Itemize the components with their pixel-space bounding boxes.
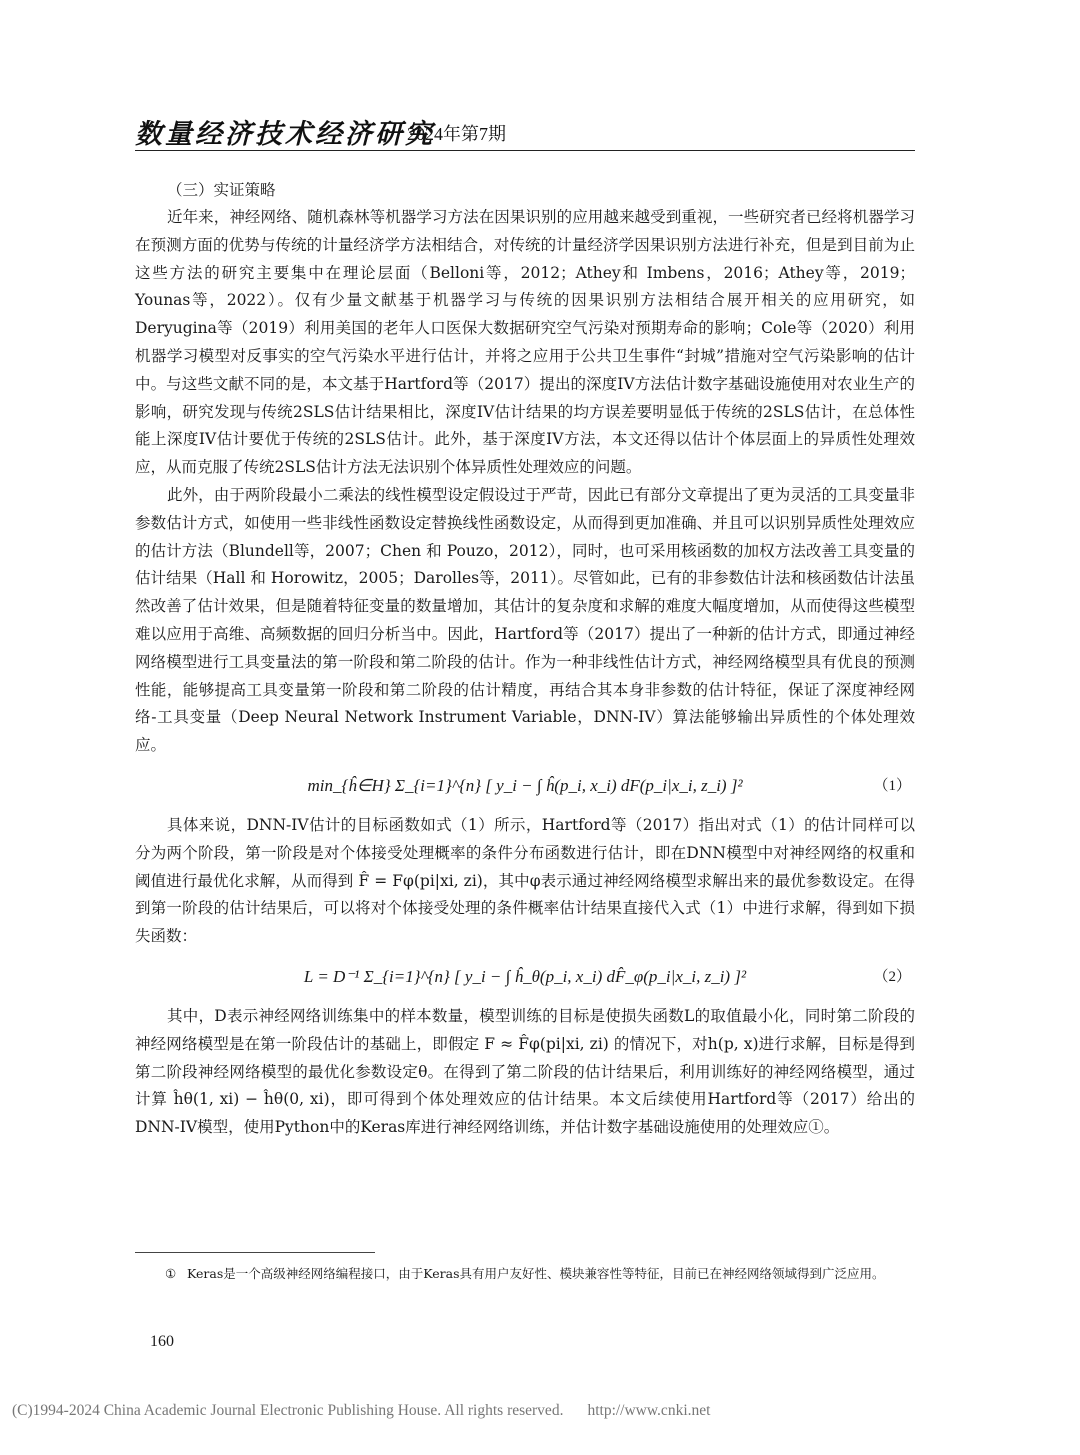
paragraph-2: 此外，由于两阶段最小二乘法的线性模型设定假设过于严苛，因此已有部分文章提出了更为灵活的工具变量非参数估计方式，如使用一些非线性函数设定替换线性函数设定，从而得到更加准确、并且可以识别异质性处理效应的估计方法（Blundell等，2007；Chen 和 Pouzo，2012），同时，也可采用核函数的加权方法改善工具变量的估计结果（Hall 和 Horowitz，2005；Darolles等，2011）。尽管如此，已有的非参数估计法和核函数估计法虽然改善了估计效果，但是随着特征变量的数量增加，其估计的复杂度和求解的难度大幅度增加，从而使得这些模型难以应用于高维、高频数据的回归分析当中。因此，Hartford等（2017）提出了一种新的估计方式，即通过神经网络模型进行工具变量法的第一阶段和第二阶段的估计。作为一种非线性估计方式，神经网络模型具有优良的预测性能，能够提高工具变量第一阶段和第二阶段的估计精度，再结合其本身非参数的估计特征，保证了深度神经网络-工具变量（Deep Neural Network Instrument Variable，DNN-IV）算法能够输出异质性的个体处理效应。 [135,485,915,755]
equation-2-expr: L = D⁻¹ Σ_{i=1}^{n} [ y_i − ∫ ĥ_θ(p_i, x_i) dF̂_φ(p_i|x_i, z_i) ]² [303,966,747,986]
paragraph-1: 近年来，神经网络、随机森林等机器学习方法在因果识别的应用越来越受到重视，一些研究者已经将机器学习在预测方面的优势与传统的计量经济学方法相结合，对传统的计量经济学因果识别方法进行补充，但是到目前为止这些方法的研究主要集中在理论层面（Belloni等，2012；Athey和 Imbens，2016；Athey等，2019；Younas等，2022）。仅有少量文献基于机器学习与传统的因果识别方法相结合展开相关的应用研究，如Deryugina等（2019）利用美国的老年人口医保大数据研究空气污染对预期寿命的影响；Cole等（2020）利用机器学习模型对反事实的空气污染水平进行估计，并将之应用于公共卫生事件“封城”措施对空气污染影响的估计中。与这些文献不同的是，本文基于Hartford等（2017）提出的深度IV方法估计数字基础设施使用对农业生产的影响，研究发现与传统2SLS估计结果相比，深度IV估计结果的均方误差要明显低于传统的2SLS估计，在总体性能上深度IV估计要优于传统的2SLS估计。此外，基于深度IV方法，本文还得以估计个体层面上的异质性处理效应，从而克服了传统2SLS估计方法无法识别个体异质性处理效应的问题。 [135,208,915,477]
footnote-rule [135,1252,375,1253]
paragraph-4: 其中，D表示神经网络训练集中的样本数量，模型训练的目标是使损失函数L的取值最小化，同时第二阶段的神经网络模型是在第一阶段估计的基础上，即假定 F ≈ F̂φ(pi|xi, zi) 的情况下，对h(p, x)进行求解，目标是得到第二阶段神经网络模型的最优化参数设定θ。在得到了第二阶段的估计结果后，利用训练好的神经网络模型，通过计算 ĥθ(1, xi) − ĥθ(0, xi)，即可得到个体处理效应的估计结果。本文后续使用Hartford等（2017）给出的DNN-IV模型，使用Python中的Keras库进行神经网络训练，并估计数字基础设施使用的处理效应①。 [135,1006,915,1137]
page-number: 160 [150,1333,174,1350]
footnote-text: Keras是一个高级神经网络编程接口，由于Keras具有用户友好性、模块兼容性等特征，目前已在神经网络领域得到广泛应用。 [187,1266,885,1281]
article-body [135,176,915,1142]
equation-1-number: （1） [873,777,911,794]
journal-title: 数量经济技术经济研究 [135,119,435,150]
footnote-mark: ① [165,1266,177,1281]
equation-1-expr: min_{ĥ∈H} Σ_{i=1}^{n} [ y_i − ∫ ĥ(p_i, x_i) dF(p_i|x_i, z_i) ]² [307,775,743,795]
paragraph-3: 具体来说，DNN-IV估计的目标函数如式（1）所示，Hartford等（2017）指出对式（1）的估计同样可以分为两个阶段，第一阶段是对个体接受处理概率的条件分布函数进行估计，即在DNN模型中对神经网络的权重和阈值进行最优化求解，从而得到 F̂ = Fφ(pi|xi, zi)，其中φ表示通过神经网络模型求解出来的最优参数设定。在得到第一阶段的估计结果后，可以将对个体接受处理的条件概率估计结果直接代入式（1）中进行求解，得到如下损失函数： [135,815,915,946]
equation-2 [135,951,915,1003]
footnote [135,1262,915,1286]
equation-1 [135,760,915,812]
section-heading: （三）实证策略 [167,181,276,199]
copyright-text: (C)1994-2024 China Academic Journal Electronic Publishing House. All rights reserved. [12,1402,564,1419]
journal-header [135,108,915,152]
issue-label: 2024年第7期 [407,124,506,144]
copyright-line [12,1402,1072,1420]
cnki-link[interactable]: http://www.cnki.net [587,1402,711,1419]
equation-2-number: （2） [873,968,911,985]
header-rule [135,150,915,151]
